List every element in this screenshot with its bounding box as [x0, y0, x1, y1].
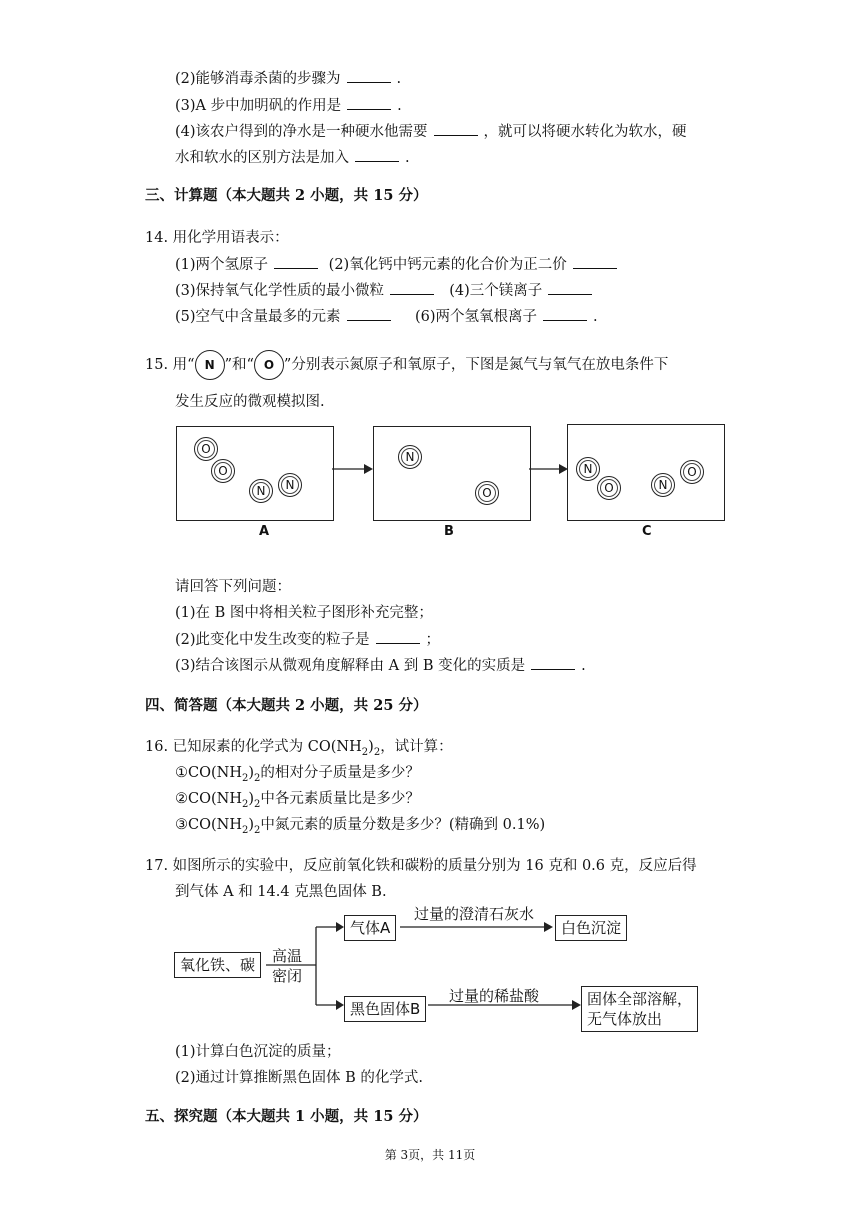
arrow-icon: [332, 462, 374, 476]
q16-item1: $①CO(NH_2)_2$的相对分子质量是多少？: [175, 765, 420, 784]
diagram-box-b: [373, 426, 531, 521]
flow-white-precipitate-box: 白色沉淀: [555, 915, 627, 941]
oxygen-atom-icon: O: [254, 350, 284, 380]
oxygen-atom-icon: O: [680, 460, 704, 484]
oxygen-atom-icon: O: [211, 459, 235, 483]
nitrogen-atom-icon: N: [195, 350, 225, 380]
q15-part3: (3)结合该图示从微观角度解释由 A 到 B 变化的实质是 .: [175, 655, 586, 676]
flow-condition-high-temp: 高温: [272, 947, 303, 965]
flow-solid-b-box: 黑色固体B: [344, 996, 426, 1022]
q17-stem-2: 到气体 A 和 14.4 克黑色固体 B.: [175, 884, 387, 900]
oxygen-atom-icon: O: [194, 437, 218, 461]
section-4-heading: 四、简答题（本大题共 2 小题，共 25 分）: [145, 697, 428, 714]
q17-part2: (2)通过计算推断黑色固体 B 的化学式.: [175, 1070, 424, 1086]
nitrogen-atom-icon: N: [278, 473, 302, 497]
q14-stem: 14. 用化学用语表示：: [145, 230, 289, 246]
nitrogen-atom-icon: N: [651, 473, 675, 497]
diagram-box-c: [567, 424, 725, 521]
nitrogen-atom-icon: N: [576, 457, 600, 481]
page-footer: 第 3页，共 11页: [384, 1148, 476, 1162]
section-5-heading: 五、探究题（本大题共 1 小题，共 15 分）: [145, 1108, 428, 1125]
q13-line5: 水和软水的区别方法是加入 .: [175, 147, 410, 168]
q15-stem: 15. 用“ N ”和“ O ”分别表示氮原子和氧原子，下图是氮气与氧气在放电条件下: [145, 350, 668, 380]
flow-start-box: 氧化铁、碳: [174, 952, 261, 978]
diagram-label-b: B: [444, 524, 454, 539]
diagram-box-a: [176, 426, 334, 521]
nitrogen-atom-icon: N: [398, 445, 422, 469]
flow-gas-a-box: 气体A: [344, 915, 396, 941]
q14-row3: (5)空气中含量最多的元素 (6)两个氢氧根离子 .: [175, 306, 598, 327]
q15-ask: 请回答下列问题：: [175, 579, 291, 595]
q13-line3: (3)A 步中加明矾的作用是 .: [175, 95, 402, 116]
nitrogen-atom-icon: N: [249, 479, 273, 503]
oxygen-atom-icon: O: [597, 476, 621, 500]
flow-acid-label: 过量的稀盐酸: [449, 987, 540, 1005]
q17-stem: 17. 如图所示的实验中，反应前氧化铁和碳粉的质量分别为 16 克和 0.6 克，反应后得: [145, 858, 697, 874]
q16-item3: $③CO(NH_2)_2$中氮元素的质量分数是多少？(精确到 0.1%): [175, 817, 546, 836]
q14-row2: (3)保持氧气化学性质的最小微粒 (4)三个镁离子: [175, 280, 598, 301]
flow-result-box: 固体全部溶解， 无气体放出: [581, 986, 698, 1032]
arrow-icon: [529, 462, 569, 476]
q15-stem-2: 发生反应的微观模拟图.: [175, 394, 325, 410]
section-3-heading: 三、计算题（本大题共 2 小题，共 15 分）: [145, 187, 428, 204]
q13-line2: (2)能够消毒杀菌的步骤为 .: [175, 68, 401, 89]
diagram-label-a: A: [259, 524, 270, 539]
q16-stem: 16. 已知尿素的化学式为 $CO(NH_2)_2$，试计算：: [145, 739, 453, 758]
q15-part1: (1)在 B 图中将相关粒子图形补充完整；: [175, 605, 433, 621]
q17-part1: (1)计算白色沉淀的质量；: [175, 1044, 341, 1060]
flow-lime-water-label: 过量的澄清石灰水: [414, 905, 535, 923]
q16-item2: $②CO(NH_2)_2$中各元素质量比是多少？: [175, 791, 420, 810]
diagram-label-c: C: [642, 524, 652, 539]
q15-part2: (2)此变化中发生改变的粒子是 ；: [175, 629, 440, 650]
q14-row1: (1)两个氢原子 (2)氧化钙中钙元素的化合价为正二价: [175, 254, 623, 275]
q13-line4: (4)该农户得到的净水是一种硬水他需要 ，就可以将硬水转化为软水，硬: [175, 121, 687, 142]
flow-condition-sealed: 密闭: [272, 967, 303, 985]
oxygen-atom-icon: O: [475, 481, 499, 505]
